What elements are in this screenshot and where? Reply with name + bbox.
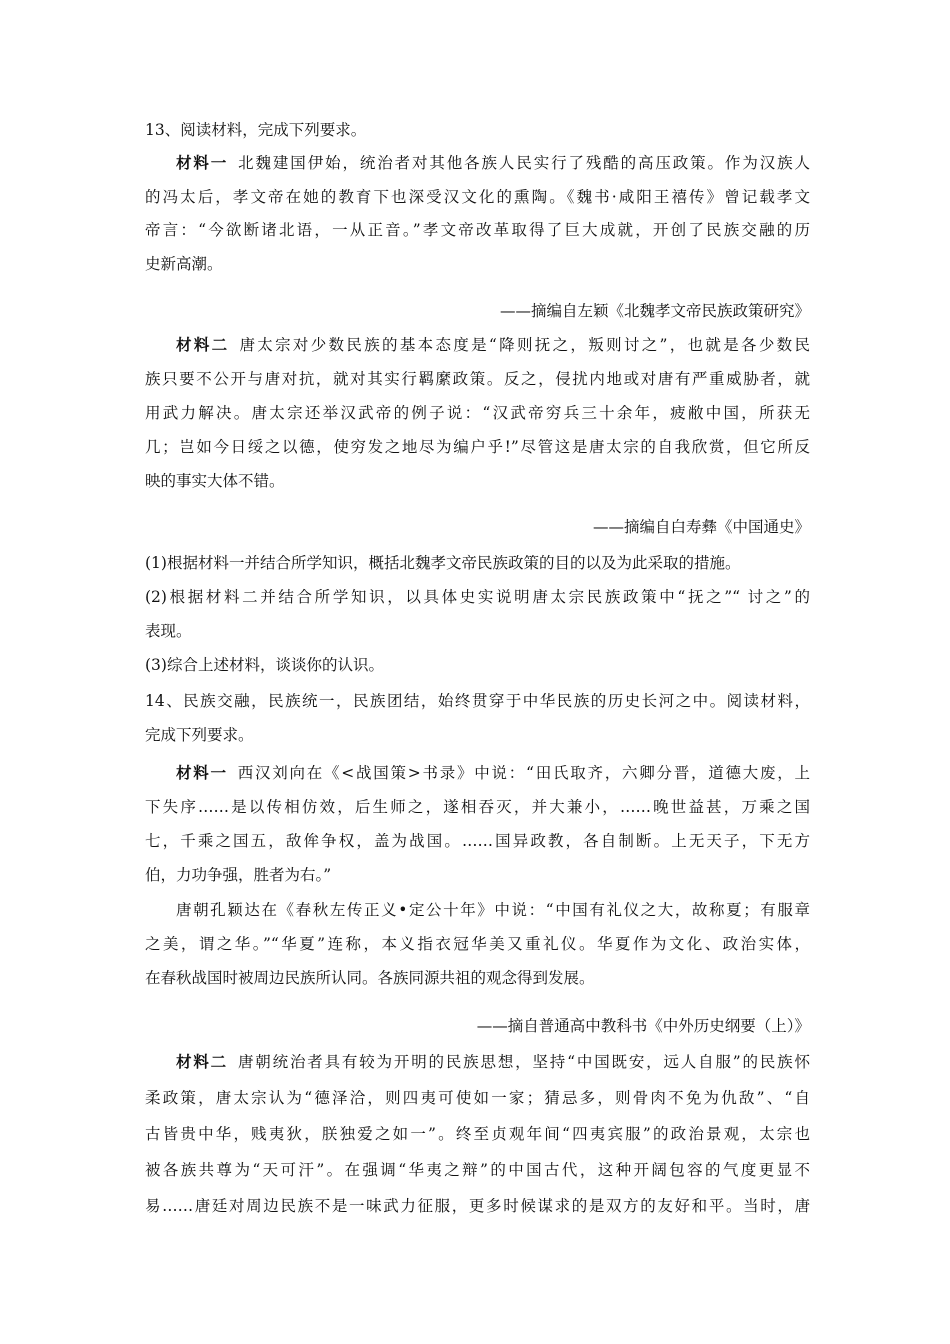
q14-material2-line: 柔政策，唐太宗认为“德泽洽，则四夷可使如一家；猜忌多，则骨肉不免为仇敌”、“自: [145, 1089, 810, 1107]
q14-material2-line: 易……唐廷对周边民族不是一味武力征服，更多时候谋求的是双方的友好和平。当时，唐: [145, 1197, 810, 1215]
q14-material1-line: 下失序……是以传相仿效，后生师之，遂相吞灭，并大兼小，……晚世益甚，万乘之国: [145, 798, 810, 816]
q13-material2-line: 几；岂如今日绥之以德，使穷发之地尽为编户乎!”尽管这是唐太宗的自我欣赏，但它所反: [145, 438, 810, 456]
q14-title: 完成下列要求。: [145, 726, 254, 744]
q13-title: 13、阅读材料，完成下列要求。: [145, 121, 367, 139]
q14-material2-label: 材料二: [176, 1052, 228, 1071]
q13-material1-line: 史新高潮。: [145, 255, 223, 273]
q13-material2-line: 映的事实大体不错。: [145, 472, 285, 490]
q13-material1-line: 帝言：“今欲断诸北语，一从正音。”孝文帝改革取得了巨大成就，开创了民族交融的历: [145, 221, 810, 239]
q14-material2-line: 材料二 唐朝统治者具有较为开明的民族思想，坚持“中国既安，远人自服”的民族怀: [176, 1052, 810, 1071]
q14-material1-paragraph2: 在春秋战国时被周边民族所认同。各族同源共祖的观念得到发展。: [145, 969, 595, 987]
q13-material1-source: ——摘编自左颖《北魏孝文帝民族政策研究》: [499, 302, 810, 320]
q14-material1-line: 七，千乘之国五，敌侔争权，盖为战国。……国异政教，各自制断。上无天子，下无方: [145, 832, 810, 850]
q13-question: (3)综合上述材料，谈谈你的认识。: [145, 656, 384, 674]
q14-material1-line: 伯，力功争强，胜者为右。”: [145, 866, 332, 884]
q13-material2-label: 材料二: [176, 335, 230, 354]
q14-material1-source: ——摘自普通高中教科书《中外历史纲要（上）》: [476, 1017, 810, 1035]
q13-material2-line: 用武力解决。唐太宗还举汉武帝的例子说：“汉武帝穷兵三十余年，疲敝中国，所获无: [145, 404, 810, 422]
q14-material1-paragraph2: 之美，谓之华。”“华夏”连称，本义指衣冠华美又重礼仪。华夏作为文化、政治实体，: [145, 935, 810, 953]
q13-question: 表现。: [145, 622, 192, 640]
q13-material1-label: 材料一: [176, 153, 229, 172]
q14-material2-line: 被各族共尊为“天可汗”。在强调“华夷之辩”的中国古代，这种开阔包容的气度更显不: [145, 1161, 810, 1179]
q13-question: (2)根据材料二并结合所学知识，以具体史实说明唐太宗民族政策中“抚之”“ 讨之”的: [145, 588, 810, 606]
q13-material2-source: ——摘编自白寿彝《中国通史》: [592, 518, 810, 536]
q13-material2-line: 族只要不公开与唐对抗，就对其实行羁縻政策。反之，侵扰内地或对唐有严重威胁者，就: [145, 370, 810, 388]
q14-material1-label: 材料一: [176, 763, 228, 782]
q13-question: (1)根据材料一并结合所学知识，概括北魏孝文帝民族政策的目的以及为此采取的措施。: [145, 554, 741, 572]
q14-material1-line: 材料一 西汉刘向在《<战国策>书录》中说：“田氏取齐，六卿分晋，道德大废，上: [176, 763, 810, 782]
q14-title: 14、民族交融，民族统一，民族团结，始终贯穿于中华民族的历史长河之中。阅读材料，: [145, 692, 810, 710]
q14-material1-paragraph2: 唐朝孔颖达在《春秋左传正义•定公十年》中说：“中国有礼仪之大，故称夏；有服章: [176, 901, 810, 919]
q13-material1-line: 的冯太后，孝文帝在她的教育下也深受汉文化的熏陶。《魏书·咸阳王禧传》曾记载孝文: [145, 188, 810, 206]
q14-material2-line: 古皆贵中华，贱夷狄，朕独爱之如一”。终至贞观年间“四夷宾服”的政治景观，太宗也: [145, 1125, 810, 1143]
q13-material1-line: 材料一 北魏建国伊始，统治者对其他各族人民实行了残酷的高压政策。作为汉族人: [176, 153, 810, 172]
q13-material2-line: 材料二 唐太宗对少数民族的基本态度是“降则抚之，叛则讨之”，也就是各少数民: [176, 335, 810, 354]
